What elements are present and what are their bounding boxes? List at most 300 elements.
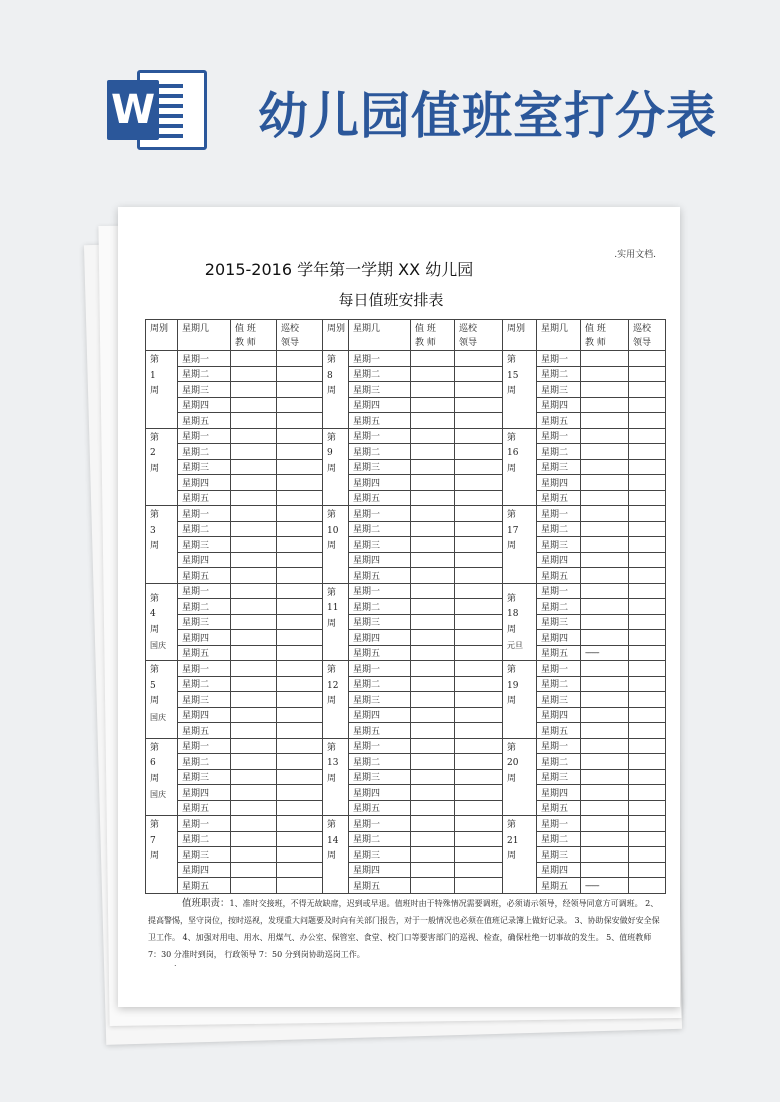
patrol-leader-cell[interactable] bbox=[277, 444, 323, 460]
patrol-leader-cell[interactable] bbox=[455, 366, 503, 382]
duty-teacher-cell[interactable] bbox=[581, 397, 629, 413]
patrol-leader-cell[interactable] bbox=[629, 428, 666, 444]
patrol-leader-cell[interactable] bbox=[277, 506, 323, 522]
duty-teacher-cell[interactable] bbox=[581, 351, 629, 367]
patrol-leader-cell[interactable] bbox=[277, 475, 323, 491]
day-cell: 星期四 bbox=[349, 785, 411, 801]
duty-teacher-cell[interactable] bbox=[411, 599, 455, 615]
patrol-leader-cell[interactable] bbox=[277, 351, 323, 367]
table-row bbox=[146, 459, 666, 475]
header-patrol-leader: 巡校 领导 bbox=[277, 320, 323, 351]
week-cell bbox=[323, 816, 349, 894]
patrol-leader-cell[interactable] bbox=[455, 676, 503, 692]
duty-teacher-cell[interactable] bbox=[581, 552, 629, 568]
duty-teacher-cell[interactable] bbox=[411, 459, 455, 475]
day-cell: 星期二 bbox=[178, 521, 231, 537]
duty-teacher-cell[interactable] bbox=[231, 366, 277, 382]
patrol-leader-cell[interactable] bbox=[455, 537, 503, 553]
patrol-leader-cell[interactable] bbox=[629, 661, 666, 677]
duty-teacher-cell[interactable] bbox=[581, 692, 629, 708]
patrol-leader-cell[interactable] bbox=[277, 521, 323, 537]
duty-teacher-cell[interactable] bbox=[231, 444, 277, 460]
duty-teacher-cell[interactable] bbox=[581, 583, 629, 599]
patrol-leader-cell[interactable] bbox=[629, 599, 666, 615]
patrol-leader-cell[interactable] bbox=[277, 366, 323, 382]
patrol-leader-cell[interactable] bbox=[629, 568, 666, 584]
duty-teacher-cell[interactable] bbox=[231, 831, 277, 847]
patrol-leader-cell[interactable] bbox=[277, 878, 323, 894]
duty-teacher-cell[interactable] bbox=[231, 413, 277, 429]
day-cell: 星期一 bbox=[178, 428, 231, 444]
duty-teacher-cell[interactable] bbox=[411, 568, 455, 584]
week-cell bbox=[323, 428, 349, 506]
patrol-leader-cell[interactable] bbox=[277, 738, 323, 754]
day-cell: 星期二 bbox=[349, 521, 411, 537]
duty-teacher-cell[interactable] bbox=[411, 754, 455, 770]
week-cell bbox=[146, 816, 178, 894]
duty-teacher-cell[interactable] bbox=[231, 614, 277, 630]
week-cell bbox=[146, 428, 178, 506]
patrol-leader-cell[interactable] bbox=[629, 397, 666, 413]
duty-teacher-cell[interactable] bbox=[411, 862, 455, 878]
patrol-leader-cell[interactable] bbox=[455, 630, 503, 646]
duty-teacher-cell[interactable] bbox=[581, 738, 629, 754]
duty-teacher-cell[interactable] bbox=[411, 785, 455, 801]
duty-teacher-cell[interactable] bbox=[581, 723, 629, 739]
duty-teacher-cell[interactable] bbox=[581, 816, 629, 832]
patrol-leader-cell[interactable] bbox=[629, 490, 666, 506]
day-cell: 星期三 bbox=[178, 382, 231, 398]
patrol-leader-cell[interactable] bbox=[455, 444, 503, 460]
duty-teacher-cell[interactable] bbox=[231, 521, 277, 537]
duty-teacher-cell[interactable] bbox=[581, 537, 629, 553]
day-cell: 星期二 bbox=[349, 599, 411, 615]
day-cell: 星期一 bbox=[349, 428, 411, 444]
duty-teacher-cell[interactable] bbox=[231, 800, 277, 816]
patrol-leader-cell[interactable] bbox=[455, 382, 503, 398]
duty-teacher-cell[interactable] bbox=[411, 614, 455, 630]
duty-teacher-cell[interactable] bbox=[581, 521, 629, 537]
duty-teacher-cell[interactable] bbox=[411, 676, 455, 692]
patrol-leader-cell[interactable] bbox=[277, 645, 323, 661]
duty-teacher-cell[interactable] bbox=[411, 707, 455, 723]
duty-teacher-cell[interactable] bbox=[411, 490, 455, 506]
holiday-note: 国庆 bbox=[150, 712, 166, 722]
duty-teacher-cell[interactable] bbox=[581, 413, 629, 429]
day-cell: 星期三 bbox=[349, 459, 411, 475]
patrol-leader-cell[interactable] bbox=[277, 769, 323, 785]
duty-teacher-cell[interactable] bbox=[411, 537, 455, 553]
day-cell: 星期二 bbox=[537, 754, 581, 770]
patrol-leader-cell[interactable] bbox=[277, 614, 323, 630]
duty-teacher-cell[interactable] bbox=[231, 707, 277, 723]
week-cell bbox=[146, 738, 178, 816]
week-number: 19 bbox=[507, 680, 519, 691]
patrol-leader-cell[interactable] bbox=[455, 754, 503, 770]
duty-teacher-cell[interactable] bbox=[231, 754, 277, 770]
patrol-leader-cell[interactable] bbox=[277, 847, 323, 863]
table-row bbox=[146, 614, 666, 630]
duty-teacher-cell[interactable] bbox=[411, 738, 455, 754]
patrol-leader-cell[interactable] bbox=[629, 754, 666, 770]
patrol-leader-cell[interactable] bbox=[277, 800, 323, 816]
week-number: 16 bbox=[507, 448, 519, 458]
duty-teacher-cell[interactable] bbox=[581, 475, 629, 491]
duty-teacher-cell[interactable] bbox=[231, 475, 277, 491]
day-cell: 星期五 bbox=[537, 490, 581, 506]
patrol-leader-cell[interactable] bbox=[455, 738, 503, 754]
patrol-leader-cell[interactable] bbox=[277, 723, 323, 739]
patrol-leader-cell[interactable] bbox=[455, 614, 503, 630]
patrol-leader-cell[interactable] bbox=[455, 661, 503, 677]
table-row bbox=[146, 800, 666, 816]
duty-teacher-cell[interactable] bbox=[411, 382, 455, 398]
duty-teacher-cell[interactable]: -------- bbox=[581, 878, 629, 894]
patrol-leader-cell[interactable] bbox=[629, 351, 666, 367]
duty-teacher-cell[interactable] bbox=[231, 769, 277, 785]
day-cell: 星期三 bbox=[349, 614, 411, 630]
patrol-leader-cell[interactable] bbox=[629, 521, 666, 537]
duty-teacher-cell[interactable] bbox=[581, 490, 629, 506]
day-cell: 星期五 bbox=[349, 723, 411, 739]
duty-teacher-cell[interactable] bbox=[231, 816, 277, 832]
duty-teacher-cell[interactable] bbox=[231, 428, 277, 444]
patrol-leader-cell[interactable] bbox=[629, 444, 666, 460]
week-prefix: 第 bbox=[150, 593, 160, 604]
day-cell: 星期二 bbox=[349, 366, 411, 382]
day-cell: 星期一 bbox=[349, 351, 411, 367]
duty-teacher-cell[interactable] bbox=[231, 506, 277, 522]
patrol-leader-cell[interactable] bbox=[277, 490, 323, 506]
duty-teacher-cell[interactable] bbox=[411, 661, 455, 677]
week-prefix: 第 bbox=[327, 432, 337, 443]
patrol-leader-cell[interactable] bbox=[455, 397, 503, 413]
duty-teacher-cell[interactable] bbox=[411, 692, 455, 708]
table-row bbox=[146, 862, 666, 878]
table-row bbox=[146, 661, 666, 677]
week-number: 3 bbox=[150, 525, 156, 536]
day-cell: 星期三 bbox=[537, 382, 581, 398]
duty-teacher-cell[interactable] bbox=[411, 552, 455, 568]
duty-teacher-cell[interactable] bbox=[581, 754, 629, 770]
day-cell: 星期五 bbox=[537, 800, 581, 816]
day-cell: 星期一 bbox=[537, 661, 581, 677]
week-cell bbox=[503, 738, 537, 816]
patrol-leader-cell[interactable] bbox=[277, 428, 323, 444]
duty-teacher-cell[interactable] bbox=[411, 723, 455, 739]
week-prefix: 第 bbox=[150, 432, 160, 443]
day-cell: 星期四 bbox=[537, 630, 581, 646]
patrol-leader-cell[interactable] bbox=[455, 583, 503, 599]
patrol-leader-cell[interactable] bbox=[277, 459, 323, 475]
patrol-leader-cell[interactable] bbox=[277, 862, 323, 878]
duty-teacher-cell[interactable] bbox=[411, 800, 455, 816]
week-suffix: 周 bbox=[150, 386, 160, 396]
day-cell: 星期三 bbox=[178, 769, 231, 785]
duty-teacher-cell[interactable] bbox=[231, 723, 277, 739]
table-row bbox=[146, 444, 666, 460]
duty-teacher-cell[interactable] bbox=[231, 397, 277, 413]
duty-teacher-cell[interactable] bbox=[581, 831, 629, 847]
week-cell bbox=[503, 351, 537, 429]
duty-teacher-cell[interactable] bbox=[231, 862, 277, 878]
patrol-leader-cell[interactable] bbox=[629, 630, 666, 646]
patrol-leader-cell[interactable] bbox=[455, 490, 503, 506]
duty-teacher-cell[interactable] bbox=[231, 878, 277, 894]
patrol-leader-cell[interactable] bbox=[455, 878, 503, 894]
week-prefix: 第 bbox=[507, 665, 517, 675]
week-suffix: 周 bbox=[327, 541, 337, 551]
patrol-leader-cell[interactable] bbox=[277, 707, 323, 723]
duty-teacher-cell[interactable] bbox=[411, 630, 455, 646]
patrol-leader-cell[interactable] bbox=[629, 583, 666, 599]
day-cell: 星期二 bbox=[537, 366, 581, 382]
patrol-leader-cell[interactable] bbox=[629, 769, 666, 785]
duty-teacher-cell[interactable] bbox=[581, 444, 629, 460]
duty-teacher-cell[interactable] bbox=[231, 583, 277, 599]
patrol-leader-cell[interactable] bbox=[629, 878, 666, 894]
duty-teacher-cell[interactable] bbox=[231, 630, 277, 646]
duty-teacher-cell[interactable] bbox=[231, 661, 277, 677]
duty-teacher-cell[interactable] bbox=[581, 800, 629, 816]
patrol-leader-cell[interactable] bbox=[629, 645, 666, 661]
patrol-leader-cell[interactable] bbox=[277, 537, 323, 553]
duty-teacher-cell[interactable] bbox=[411, 769, 455, 785]
table-row bbox=[146, 754, 666, 770]
table-row bbox=[146, 366, 666, 382]
day-cell: 星期五 bbox=[537, 413, 581, 429]
patrol-leader-cell[interactable] bbox=[455, 831, 503, 847]
header-duty-teacher: 值 班 教 师 bbox=[411, 320, 455, 351]
patrol-leader-cell[interactable] bbox=[277, 692, 323, 708]
patrol-leader-cell[interactable] bbox=[455, 475, 503, 491]
patrol-leader-cell[interactable] bbox=[455, 428, 503, 444]
duty-teacher-cell[interactable] bbox=[581, 661, 629, 677]
day-cell: 星期三 bbox=[349, 769, 411, 785]
patrol-leader-cell[interactable] bbox=[277, 397, 323, 413]
patrol-leader-cell[interactable] bbox=[629, 847, 666, 863]
duty-teacher-cell[interactable] bbox=[411, 366, 455, 382]
table-row bbox=[146, 831, 666, 847]
duty-teacher-cell[interactable] bbox=[411, 351, 455, 367]
day-cell: 星期一 bbox=[178, 351, 231, 367]
patrol-leader-cell[interactable] bbox=[629, 459, 666, 475]
week-suffix: 周 bbox=[507, 696, 517, 706]
patrol-leader-cell[interactable] bbox=[629, 366, 666, 382]
week-suffix: 周 bbox=[327, 851, 337, 861]
day-cell: 星期四 bbox=[537, 785, 581, 801]
week-prefix: 第 bbox=[327, 820, 337, 830]
duty-teacher-cell[interactable] bbox=[411, 831, 455, 847]
day-cell: 星期五 bbox=[349, 800, 411, 816]
duty-teacher-cell[interactable] bbox=[411, 878, 455, 894]
patrol-leader-cell[interactable] bbox=[629, 614, 666, 630]
duty-teacher-cell[interactable] bbox=[231, 459, 277, 475]
duty-teacher-cell[interactable] bbox=[411, 475, 455, 491]
table-row bbox=[146, 568, 666, 584]
week-cell bbox=[503, 428, 537, 506]
duty-teacher-cell[interactable] bbox=[231, 351, 277, 367]
duty-teacher-cell[interactable] bbox=[581, 428, 629, 444]
day-cell: 星期二 bbox=[537, 521, 581, 537]
duty-teacher-cell[interactable] bbox=[411, 428, 455, 444]
duty-teacher-cell[interactable] bbox=[581, 599, 629, 615]
week-cell bbox=[323, 506, 349, 584]
week-cell bbox=[323, 661, 349, 739]
patrol-leader-cell[interactable] bbox=[277, 816, 323, 832]
duty-teacher-cell[interactable] bbox=[231, 599, 277, 615]
week-prefix: 第 bbox=[150, 665, 160, 675]
duty-teacher-cell[interactable] bbox=[581, 862, 629, 878]
patrol-leader-cell[interactable] bbox=[629, 537, 666, 553]
patrol-leader-cell[interactable] bbox=[629, 723, 666, 739]
patrol-leader-cell[interactable] bbox=[277, 583, 323, 599]
patrol-leader-cell[interactable] bbox=[277, 599, 323, 615]
patrol-leader-cell[interactable] bbox=[455, 785, 503, 801]
table-row bbox=[146, 847, 666, 863]
duty-teacher-cell[interactable] bbox=[231, 537, 277, 553]
patrol-leader-cell[interactable] bbox=[277, 754, 323, 770]
week-number: 12 bbox=[327, 680, 339, 691]
patrol-leader-cell[interactable] bbox=[629, 413, 666, 429]
week-cell bbox=[323, 351, 349, 429]
table-row bbox=[146, 475, 666, 491]
duty-teacher-cell[interactable] bbox=[231, 676, 277, 692]
day-cell: 星期三 bbox=[537, 847, 581, 863]
patrol-leader-cell[interactable] bbox=[277, 568, 323, 584]
duty-teacher-cell[interactable] bbox=[581, 847, 629, 863]
duty-teacher-cell[interactable] bbox=[581, 459, 629, 475]
day-cell: 星期二 bbox=[178, 366, 231, 382]
patrol-leader-cell[interactable] bbox=[277, 661, 323, 677]
patrol-leader-cell[interactable] bbox=[629, 475, 666, 491]
patrol-leader-cell[interactable] bbox=[629, 738, 666, 754]
duty-teacher-cell[interactable] bbox=[411, 645, 455, 661]
duty-teacher-cell[interactable] bbox=[411, 397, 455, 413]
week-cell bbox=[146, 583, 178, 661]
duty-teacher-cell[interactable] bbox=[231, 785, 277, 801]
patrol-leader-cell[interactable] bbox=[629, 506, 666, 522]
patrol-leader-cell[interactable] bbox=[455, 800, 503, 816]
day-cell: 星期一 bbox=[537, 351, 581, 367]
patrol-leader-cell[interactable] bbox=[455, 707, 503, 723]
duty-teacher-cell[interactable] bbox=[581, 676, 629, 692]
patrol-leader-cell[interactable] bbox=[629, 676, 666, 692]
duty-teacher-cell[interactable] bbox=[231, 568, 277, 584]
duty-teacher-cell[interactable] bbox=[411, 847, 455, 863]
patrol-leader-cell[interactable] bbox=[455, 862, 503, 878]
patrol-leader-cell[interactable] bbox=[455, 599, 503, 615]
banner bbox=[0, 0, 780, 190]
duty-teacher-cell[interactable] bbox=[231, 692, 277, 708]
duty-teacher-cell[interactable] bbox=[581, 630, 629, 646]
schedule-table bbox=[145, 319, 666, 894]
duty-teacher-cell[interactable] bbox=[231, 645, 277, 661]
patrol-leader-cell[interactable] bbox=[455, 351, 503, 367]
patrol-leader-cell[interactable] bbox=[277, 676, 323, 692]
patrol-leader-cell[interactable] bbox=[455, 847, 503, 863]
patrol-leader-cell[interactable] bbox=[455, 459, 503, 475]
patrol-leader-cell[interactable] bbox=[455, 506, 503, 522]
day-cell: 星期二 bbox=[178, 676, 231, 692]
duty-teacher-cell[interactable] bbox=[581, 707, 629, 723]
duty-teacher-cell[interactable] bbox=[411, 521, 455, 537]
duty-teacher-cell[interactable] bbox=[231, 847, 277, 863]
duty-teacher-cell[interactable] bbox=[411, 413, 455, 429]
duty-teacher-cell[interactable] bbox=[231, 490, 277, 506]
header-day: 星期几 bbox=[349, 320, 411, 351]
patrol-leader-cell[interactable] bbox=[455, 413, 503, 429]
patrol-leader-cell[interactable] bbox=[629, 707, 666, 723]
duty-teacher-cell[interactable] bbox=[581, 568, 629, 584]
patrol-leader-cell[interactable] bbox=[455, 816, 503, 832]
patrol-leader-cell[interactable] bbox=[629, 831, 666, 847]
week-suffix: 周 bbox=[150, 463, 160, 474]
patrol-leader-cell[interactable] bbox=[629, 692, 666, 708]
patrol-leader-cell[interactable] bbox=[277, 382, 323, 398]
duty-teacher-cell[interactable] bbox=[581, 382, 629, 398]
duty-teacher-cell[interactable] bbox=[581, 366, 629, 382]
duty-teacher-cell[interactable] bbox=[581, 769, 629, 785]
week-prefix: 第 bbox=[507, 593, 517, 604]
day-cell: 星期一 bbox=[537, 428, 581, 444]
patrol-leader-cell[interactable] bbox=[629, 382, 666, 398]
duty-teacher-cell[interactable] bbox=[411, 444, 455, 460]
header-duty-teacher: 值 班 教 师 bbox=[231, 320, 277, 351]
patrol-leader-cell[interactable] bbox=[629, 800, 666, 816]
day-cell: 星期一 bbox=[537, 583, 581, 599]
patrol-leader-cell[interactable] bbox=[629, 552, 666, 568]
patrol-leader-cell[interactable] bbox=[455, 769, 503, 785]
patrol-leader-cell[interactable] bbox=[455, 692, 503, 708]
table-row bbox=[146, 676, 666, 692]
duty-responsibilities bbox=[148, 895, 660, 963]
patrol-leader-cell[interactable] bbox=[629, 862, 666, 878]
day-cell: 星期三 bbox=[178, 459, 231, 475]
patrol-leader-cell[interactable] bbox=[629, 816, 666, 832]
week-number: 10 bbox=[327, 525, 339, 536]
duty-teacher-cell[interactable] bbox=[231, 738, 277, 754]
header-day: 星期几 bbox=[537, 320, 581, 351]
duty-teacher-cell[interactable] bbox=[231, 382, 277, 398]
duty-teacher-cell[interactable] bbox=[581, 614, 629, 630]
patrol-leader-cell[interactable] bbox=[277, 630, 323, 646]
duty-teacher-cell[interactable] bbox=[411, 583, 455, 599]
duty-teacher-cell[interactable] bbox=[411, 506, 455, 522]
patrol-leader-cell[interactable] bbox=[277, 785, 323, 801]
week-number: 20 bbox=[507, 758, 519, 768]
patrol-leader-cell[interactable] bbox=[629, 785, 666, 801]
table-row bbox=[146, 816, 666, 832]
patrol-leader-cell[interactable] bbox=[277, 552, 323, 568]
patrol-leader-cell[interactable] bbox=[455, 552, 503, 568]
duty-teacher-cell[interactable] bbox=[581, 785, 629, 801]
day-cell: 星期五 bbox=[349, 568, 411, 584]
holiday-note: 国庆 bbox=[150, 641, 166, 651]
duty-teacher-cell[interactable]: -------- bbox=[581, 645, 629, 661]
patrol-leader-cell[interactable] bbox=[277, 831, 323, 847]
day-cell: 星期三 bbox=[537, 769, 581, 785]
duty-teacher-cell[interactable] bbox=[411, 816, 455, 832]
patrol-leader-cell[interactable] bbox=[277, 413, 323, 429]
patrol-leader-cell[interactable] bbox=[455, 521, 503, 537]
patrol-leader-cell[interactable] bbox=[455, 723, 503, 739]
duty-teacher-cell[interactable] bbox=[581, 506, 629, 522]
patrol-leader-cell[interactable] bbox=[455, 645, 503, 661]
patrol-leader-cell[interactable] bbox=[455, 568, 503, 584]
week-number: 21 bbox=[507, 835, 519, 846]
duty-teacher-cell[interactable] bbox=[231, 552, 277, 568]
